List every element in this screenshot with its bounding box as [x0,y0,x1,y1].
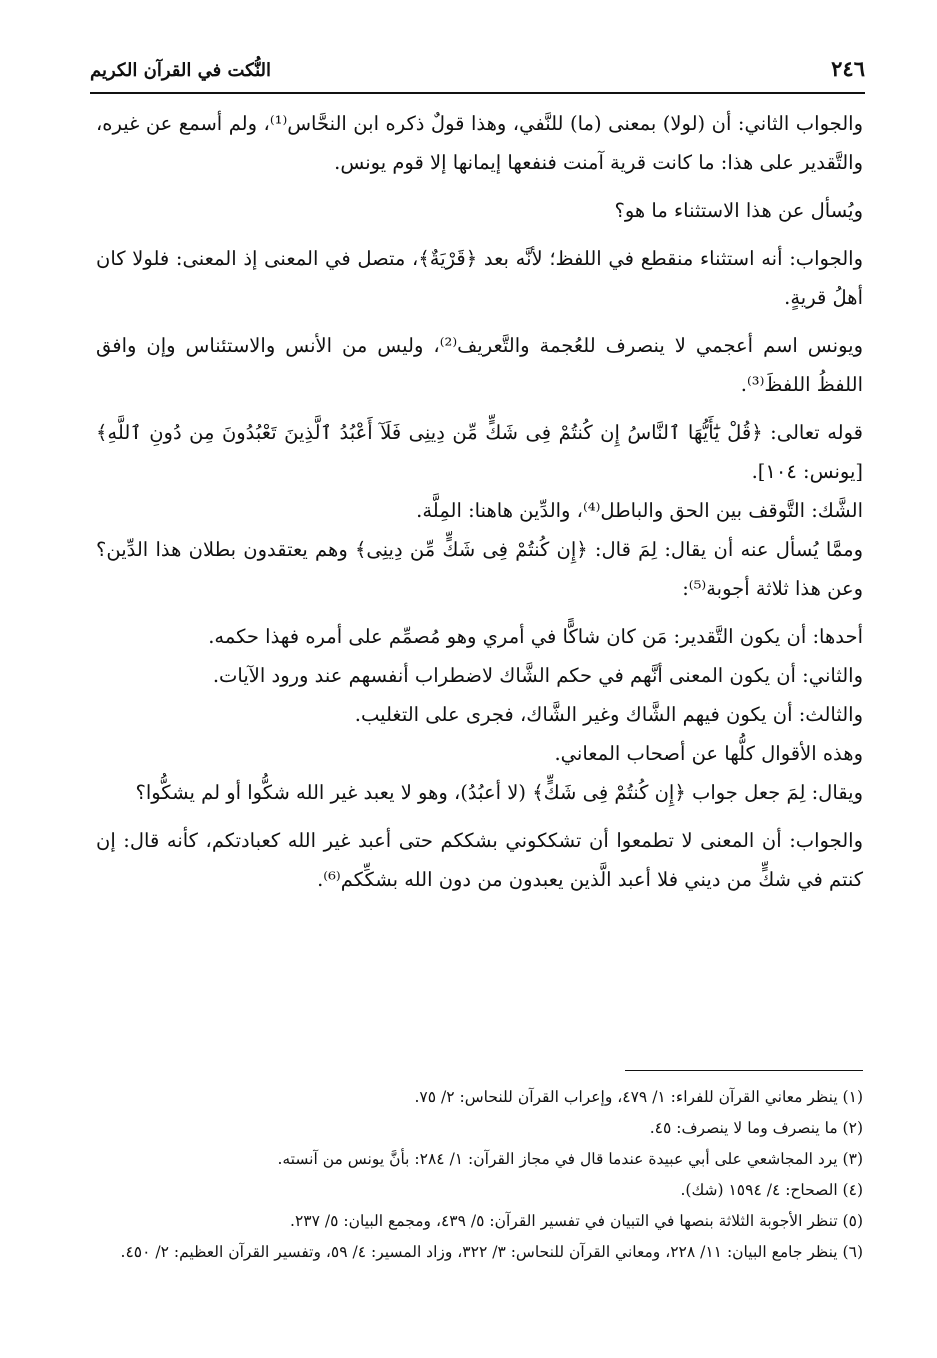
footnotes [96,1082,863,1268]
paragraph: والجواب: أن المعنى لا تطمعوا أن تشككوني بشككم حتى أعبد غير الله كعبادتكم، كأنه قال: إن كنتم في شكٍّ من ديني فلا أعبد الَّذين يعبدون من دون الله بشكِّكم⁽⁶⁾. [96,829,863,891]
paragraph: ويقال: لِمَ جعل جواب ﴿إِن كُنتُمْ فِى شَكٍّ﴾ (لا أعبُدُ)، وهو لا يعبد غير الله شكُّوا أو لم يشكُّوا؟ [135,781,863,804]
footnote: (٤) الصحاح: ٤/ ١٥٩٤ (شك). [680,1181,863,1199]
footnote: (١) ينظر معاني القرآن للفراء: ١/ ٤٧٩، وإعراب القرآن للنحاس: ٢/ ٧٥. [414,1088,863,1106]
paragraph: ويُسأل عن هذا الاستثناء ما هو؟ [614,199,863,222]
running-title: النُّكت في القرآن الكريم [90,60,272,81]
footnote: (٣) يرد المجاشعي على أبي عبيدة عندما قال في مجاز القرآن: ١/ ٢٨٤: بأنَّ يونس من آنسته. [277,1150,863,1168]
quran-verse-paragraph: قوله تعالى: ﴿قُلْ يَٰٓأَيُّهَا ٱلنَّاسُ إِن كُنتُمْ فِى شَكٍّ مِّن دِينِى فَلَآ أَعْبُدُ ٱلَّذِينَ تَعْبُدُونَ مِن دُونِ ٱللَّهِ﴾ [يونس: ١٠٤]. [96,421,863,483]
main-text [96,104,863,908]
paragraph: أحدها: أن يكون التَّقدير: مَن كان شاكًّا في أمري وهو مُصمِّم على أمره فهذا حكمه. [208,625,863,648]
footnote: (٥) تنظر الأجوبة الثلاثة بنصها في التبيان في تفسير القرآن: ٥/ ٤٣٩، ومجمع البيان: ٥/ ٢٣٧. [290,1212,863,1230]
page-header [90,52,865,94]
paragraph: والثالث: أن يكون فيهم الشَّاك وغير الشَّاك، فجرى على التغليب. [354,703,863,726]
page-number: ٢٤٦ [831,56,865,81]
footnote-divider [625,1070,863,1071]
paragraph: وممَّا يُسأل عنه أن يقال: لِمَ قال: ﴿إِن كُنتُمْ فِى شَكٍّ مِّن دِينِى﴾ وهم يعتقدون بطلان هذا الدِّين؟ وعن هذا ثلاثة أجوبة⁽⁵⁾: [96,538,863,600]
paragraph: الشَّك: التَّوقف بين الحق والباطل⁽⁴⁾، والدِّين هاهنا: المِلَّة. [416,499,863,522]
footnote: (٦) ينظر جامع البيان: ١١/ ٢٢٨، ومعاني القرآن للنحاس: ٣/ ٣٢٢، وزاد المسير: ٤/ ٥٩، وتفسير القرآن العظيم: ٢/ ٤٥٠. [120,1243,863,1261]
paragraph: ويونس اسم أعجمي لا ينصرف للعُجمة والتَّعريف⁽²⁾، وليس من الأنس والاستئناس وإن وافق اللفظُ اللفظَ⁽³⁾. [96,334,863,396]
paragraph: والثاني: أن يكون المعنى أنَّهم في حكم الشَّاك لاضطراب أنفسهم عند ورود الآيات. [212,664,863,687]
footnote: (٢) ما ينصرف وما لا ينصرف: ٤٥. [649,1119,863,1137]
paragraph: والجواب: أنه استثناء منقطع في اللفظ؛ لأنَّه بعد ﴿قَرْيَةٌ﴾، متصل في المعنى إذ المعنى: فلولا كان أهلُ قريةٍ. [96,247,863,309]
paragraph: وهذه الأقوال كلُّها عن أصحاب المعاني. [554,742,863,765]
paragraph: والجواب الثاني: أن (لولا) بمعنى (ما) للنَّفي، وهذا قولٌ ذكره ابن النحَّاس⁽¹⁾، ولم أسمع عن غيره، والتَّقدير على هذا: ما كانت قرية آمنت فنفعها إيمانها إلا قوم يونس. [96,112,864,174]
